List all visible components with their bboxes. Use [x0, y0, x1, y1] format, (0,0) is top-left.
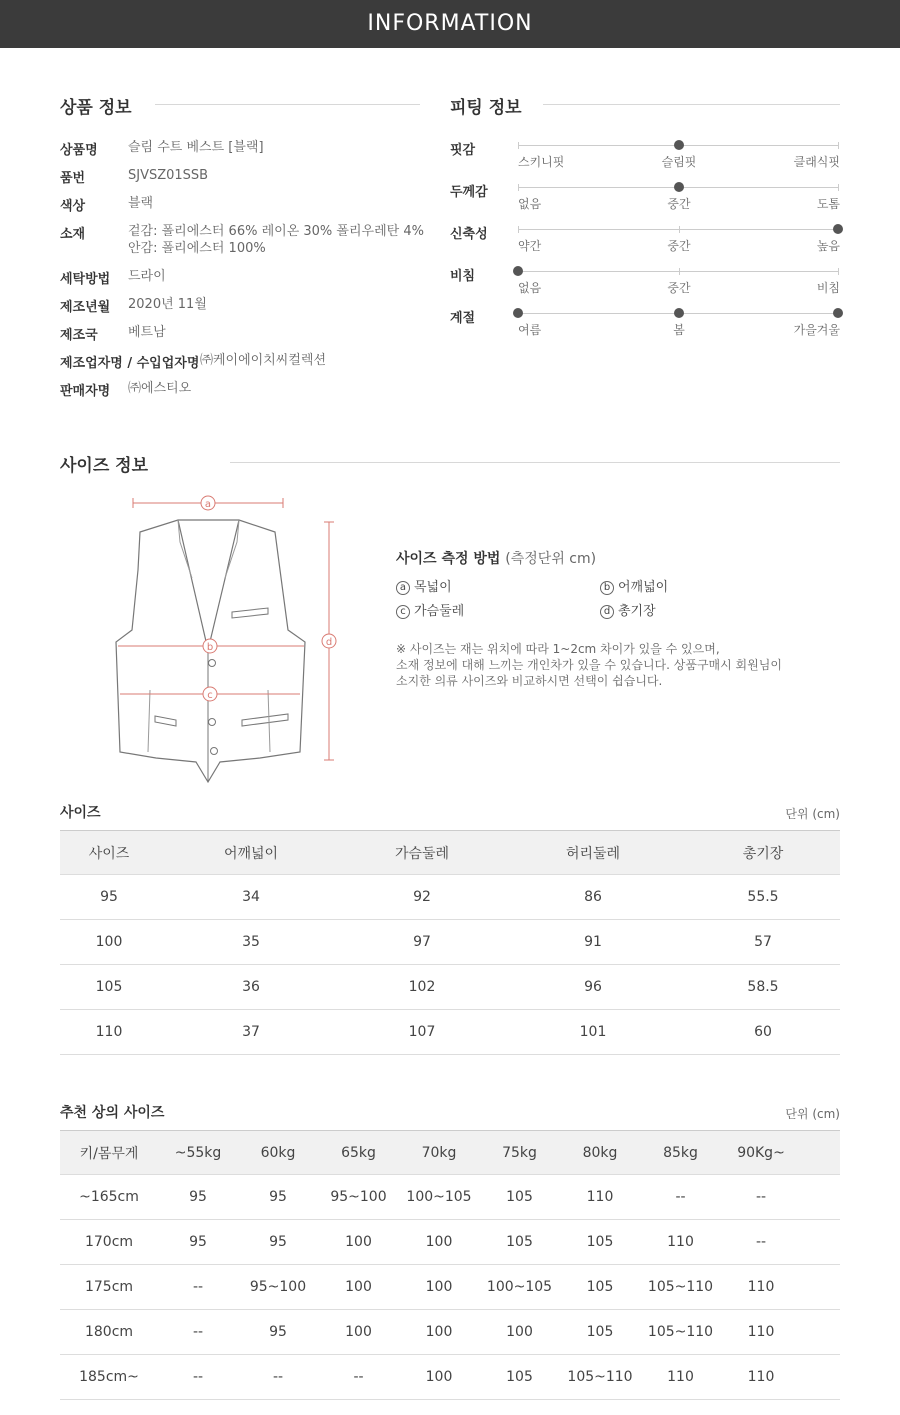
table-cell: -- [721, 1175, 801, 1220]
fitting-info-divider [543, 104, 840, 105]
table-header-row [60, 831, 840, 875]
product-info-value [128, 296, 207, 313]
fitting-tick [518, 226, 519, 233]
table-cell: 95~100 [318, 1175, 399, 1220]
table-cell: 180cm [60, 1310, 158, 1355]
product-info-divider [155, 104, 420, 105]
table-cell: 95~100 [238, 1265, 318, 1310]
product-info-value [128, 268, 166, 285]
vest-diagram [100, 490, 360, 790]
table-pad-cell [801, 1131, 840, 1175]
table-header-cell: ~55kg [158, 1131, 238, 1175]
fitting-option: 중간 [667, 239, 691, 253]
fitting-option: 여름 [518, 323, 542, 337]
fitting-tick [679, 226, 680, 233]
table-cell: -- [640, 1175, 721, 1220]
fitting-option: 봄 [673, 323, 685, 337]
table-cell: 175cm [60, 1265, 158, 1310]
header-bar [0, 0, 900, 48]
table-cell: -- [158, 1265, 238, 1310]
size-table-title: 사이즈 [60, 805, 101, 821]
table-pad-cell [801, 1310, 840, 1355]
fitting-option: 비침 [816, 281, 840, 295]
table-cell: 100 [399, 1265, 479, 1310]
rec-table-title: 추천 상의 사이즈 [60, 1105, 165, 1121]
product-info-value-text: 안감: 폴리에스터 100% [128, 241, 266, 256]
table-pad-cell [801, 1265, 840, 1310]
fitting-marker [674, 140, 684, 150]
size-table-unit: 단위 (cm) [785, 807, 840, 821]
table-header-cell: 허리둘레 [500, 831, 686, 875]
fitting-label: 핏감 [450, 143, 476, 158]
table-cell: -- [158, 1310, 238, 1355]
product-info-value [128, 195, 153, 212]
table-cell: 58.5 [686, 965, 840, 1010]
table-cell: 110 [721, 1355, 801, 1400]
fitting-marker [674, 182, 684, 192]
measure-label: 목넓이 [414, 580, 452, 595]
table-cell: 92 [344, 875, 500, 920]
table-cell: 86 [500, 875, 686, 920]
fitting-scale [518, 313, 838, 314]
table-cell: 185cm~ [60, 1355, 158, 1400]
table-row [60, 875, 840, 920]
measure-label: 가슴둘레 [414, 604, 465, 619]
fitting-row [450, 181, 840, 221]
table-header-cell: 70kg [399, 1131, 479, 1175]
product-info-key: 품번 [60, 171, 86, 186]
fitting-marker [513, 266, 523, 276]
table-cell: 34 [158, 875, 344, 920]
fitting-option: 중간 [667, 281, 691, 295]
product-info-key: 소재 [60, 227, 86, 242]
fitting-row [450, 139, 840, 179]
product-info-value [128, 167, 208, 184]
table-cell: 95 [60, 875, 158, 920]
table-row [60, 1265, 840, 1310]
table-cell: 100~105 [399, 1175, 479, 1220]
rec-table-unit: 단위 (cm) [785, 1107, 840, 1121]
table-cell: 110 [560, 1175, 640, 1220]
size-note-line: 소재 정보에 대해 느끼는 개인차가 있을 수 있습니다. 상품구매시 회원님이 [396, 658, 782, 672]
table-cell: 100 [318, 1265, 399, 1310]
fitting-scale [518, 145, 838, 146]
measure-method-unit: (측정단위 cm) [505, 551, 597, 567]
fitting-label: 신축성 [450, 227, 488, 242]
product-info-value-text: ㈜케이에이치씨컬렉션 [200, 353, 327, 368]
table-cell: 100 [60, 920, 158, 965]
product-info-value-text: 2020년 11월 [128, 297, 207, 312]
measure-mark: c [396, 605, 410, 619]
table-cell: 60 [686, 1010, 840, 1055]
measure-item [600, 600, 656, 619]
table-header-cell: 총기장 [686, 831, 840, 875]
fitting-scale [518, 187, 838, 188]
product-info-title: 상품 정보 [60, 98, 132, 118]
measure-item [600, 576, 668, 595]
fitting-marker [674, 308, 684, 318]
size-note [396, 641, 782, 689]
size-table [60, 830, 840, 1055]
fitting-row [450, 265, 840, 305]
table-cell: 100~105 [479, 1265, 560, 1310]
table-cell: 100 [399, 1220, 479, 1265]
fitting-marker [513, 308, 523, 318]
fitting-tick [679, 268, 680, 275]
fitting-row [450, 307, 840, 347]
product-info-value [128, 223, 424, 257]
product-info-value [200, 352, 326, 369]
table-header-cell: 75kg [479, 1131, 560, 1175]
table-row [60, 965, 840, 1010]
product-info-key: 색상 [60, 199, 86, 214]
table-cell: 110 [721, 1265, 801, 1310]
table-cell: 110 [60, 1010, 158, 1055]
table-cell: 96 [500, 965, 686, 1010]
size-note-line: 소지한 의류 사이즈와 비교하시면 선택이 쉽습니다. [396, 674, 663, 688]
table-header-cell: 사이즈 [60, 831, 158, 875]
product-info-value-text: 드라이 [128, 269, 166, 284]
diagram-mark-a: a [204, 499, 212, 510]
table-cell: 55.5 [686, 875, 840, 920]
fitting-row [450, 223, 840, 263]
product-info-value [128, 380, 191, 397]
table-row [60, 1220, 840, 1265]
fitting-label: 계절 [450, 311, 476, 326]
fitting-option: 도톰 [816, 197, 840, 211]
table-cell: 36 [158, 965, 344, 1010]
table-row [60, 920, 840, 965]
table-cell: -- [158, 1355, 238, 1400]
table-pad-cell [801, 1220, 840, 1265]
table-cell: 95 [158, 1220, 238, 1265]
fitting-scale [518, 229, 838, 230]
table-cell: -- [238, 1355, 318, 1400]
diagram-mark-c: c [207, 690, 213, 701]
fitting-tick [838, 268, 839, 275]
table-cell: 100 [318, 1310, 399, 1355]
table-cell: 95 [238, 1310, 318, 1355]
diagram-mark-d: d [325, 637, 333, 648]
table-cell: 110 [640, 1220, 721, 1265]
product-info-value-text: 블랙 [128, 196, 154, 211]
table-cell: 95 [238, 1175, 318, 1220]
table-cell: 100 [399, 1310, 479, 1355]
table-cell: 105 [479, 1355, 560, 1400]
measure-label: 총기장 [618, 604, 656, 619]
size-note-line: ※ 사이즈는 재는 위치에 따라 1~2cm 차이가 있을 수 있으며, [396, 642, 720, 656]
product-info-value-text: 슬림 수트 베스트 [블랙] [128, 140, 264, 155]
table-cell: 100 [318, 1220, 399, 1265]
table-header-cell: 가슴둘레 [344, 831, 500, 875]
table-cell: 37 [158, 1010, 344, 1055]
table-cell: ~165cm [60, 1175, 158, 1220]
fitting-option: 약간 [518, 239, 542, 253]
measure-item [396, 576, 452, 595]
measure-method-title [396, 548, 596, 568]
table-cell: 105 [479, 1175, 560, 1220]
product-info-key: 판매자명 [60, 384, 111, 399]
fitting-scale [518, 271, 838, 272]
table-header-cell: 65kg [318, 1131, 399, 1175]
table-cell: 105 [60, 965, 158, 1010]
measure-mark: a [396, 581, 410, 595]
product-info-value-text: 베트남 [128, 325, 166, 340]
table-cell: -- [721, 1220, 801, 1265]
product-info-value [128, 324, 166, 341]
product-info-key: 제조년월 [60, 300, 111, 315]
product-info-value-text: ㈜에스티오 [128, 381, 192, 396]
table-header-row [60, 1131, 840, 1175]
table-cell: 105 [479, 1220, 560, 1265]
fitting-marker [833, 224, 843, 234]
fitting-option: 높음 [816, 239, 840, 253]
fitting-tick [838, 142, 839, 149]
product-info-key: 제조업자명 / 수입업자명 [60, 356, 200, 371]
product-info-value-text: 겉감: 폴리에스터 66% 레이온 30% 폴리우레탄 4% [128, 224, 424, 239]
table-cell: 170cm [60, 1220, 158, 1265]
table-cell: 102 [344, 965, 500, 1010]
table-cell: 105~110 [560, 1355, 640, 1400]
table-cell: 110 [640, 1355, 721, 1400]
table-cell: 105 [560, 1220, 640, 1265]
table-cell: 95 [238, 1220, 318, 1265]
table-cell: 107 [344, 1010, 500, 1055]
fitting-option: 슬림핏 [661, 155, 697, 169]
fitting-tick [518, 184, 519, 191]
measure-mark: d [600, 605, 614, 619]
header-title: INFORMATION [367, 11, 533, 36]
fitting-option: 스키니핏 [518, 155, 565, 169]
fitting-label: 두께감 [450, 185, 488, 200]
table-cell: 105~110 [640, 1310, 721, 1355]
fitting-label: 비침 [450, 269, 476, 284]
product-info-key: 제조국 [60, 328, 98, 343]
measure-mark: b [600, 581, 614, 595]
measure-item [396, 600, 464, 619]
table-cell: 110 [721, 1310, 801, 1355]
table-row [60, 1355, 840, 1400]
table-row [60, 1010, 840, 1055]
fitting-tick [838, 184, 839, 191]
table-cell: 105 [560, 1310, 640, 1355]
table-cell: 35 [158, 920, 344, 965]
diagram-mark-b: b [206, 642, 214, 653]
table-cell: 95 [158, 1175, 238, 1220]
fitting-option: 중간 [667, 197, 691, 211]
fitting-option: 클래식핏 [793, 155, 840, 169]
table-cell: 101 [500, 1010, 686, 1055]
table-cell: 105~110 [640, 1265, 721, 1310]
fitting-option: 없음 [518, 281, 542, 295]
table-header-cell: 60kg [238, 1131, 318, 1175]
table-header-cell: 80kg [560, 1131, 640, 1175]
product-info-value-text: SJVSZ01SSB [128, 168, 209, 183]
table-cell: 91 [500, 920, 686, 965]
size-info-divider [230, 462, 840, 463]
rec-size-table [60, 1130, 840, 1400]
size-info-title: 사이즈 정보 [60, 456, 149, 476]
table-row [60, 1175, 840, 1220]
fitting-info-title: 피팅 정보 [450, 98, 522, 118]
table-header-cell: 키/몸무게 [60, 1131, 158, 1175]
table-pad-cell [801, 1175, 840, 1220]
fitting-option: 없음 [518, 197, 542, 211]
table-header-cell: 85kg [640, 1131, 721, 1175]
fitting-marker [833, 308, 843, 318]
measure-method-label: 사이즈 측정 방법 [396, 551, 501, 567]
table-pad-cell [801, 1355, 840, 1400]
table-cell: -- [318, 1355, 399, 1400]
table-cell: 100 [479, 1310, 560, 1355]
fitting-tick [518, 142, 519, 149]
table-cell: 97 [344, 920, 500, 965]
table-row [60, 1310, 840, 1355]
fitting-option: 가을겨울 [793, 323, 840, 337]
table-cell: 105 [560, 1265, 640, 1310]
product-info-value [128, 139, 264, 156]
table-header-cell: 90Kg~ [721, 1131, 801, 1175]
table-cell: 100 [399, 1355, 479, 1400]
product-info-key: 상품명 [60, 143, 98, 158]
table-cell: 57 [686, 920, 840, 965]
table-header-cell: 어깨넓이 [158, 831, 344, 875]
measure-label: 어깨넓이 [618, 580, 669, 595]
product-info-key: 세탁방법 [60, 272, 111, 287]
